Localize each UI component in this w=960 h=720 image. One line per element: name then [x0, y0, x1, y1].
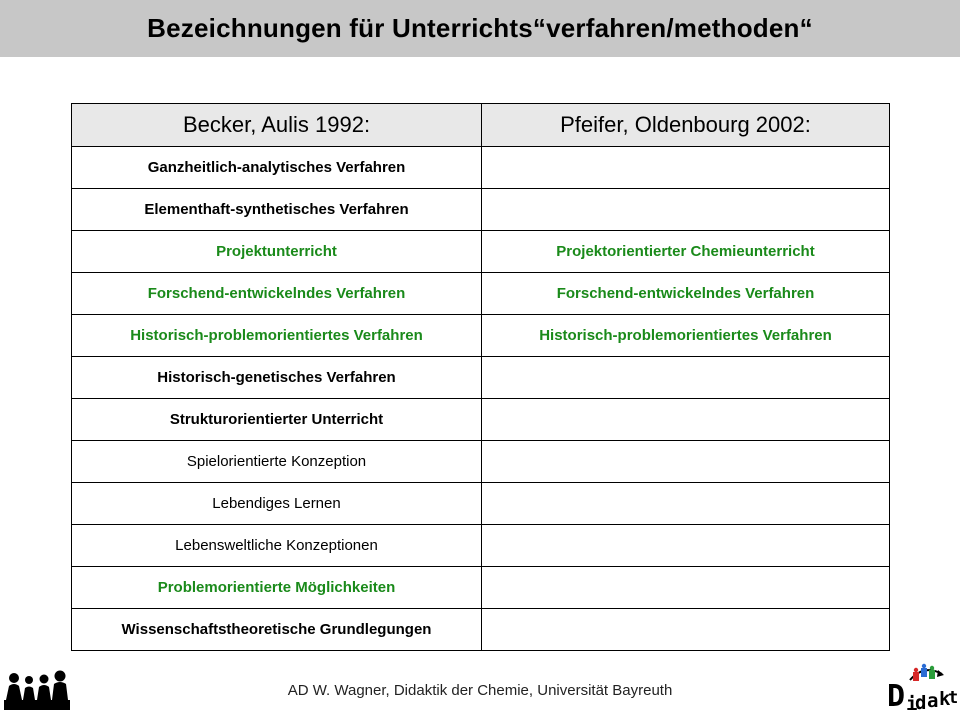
cell-pfeifer-oldenbourg: Historisch-problemorientiertes Verfahren [482, 315, 890, 357]
svg-text:d: d [915, 692, 927, 714]
cell-becker-aulis: Problemorientierte Möglichkeiten [72, 567, 482, 609]
footer-credit: AD W. Wagner, Didaktik der Chemie, Universität Bayreuth [287, 682, 673, 699]
cell-becker-aulis: Projektunterricht [72, 231, 482, 273]
cell-becker-aulis: Forschend-entwickelndes Verfahren [72, 273, 482, 315]
cell-becker-aulis: Ganzheitlich-analytisches Verfahren [72, 147, 482, 189]
methods-table [71, 103, 890, 651]
table-row [72, 441, 890, 483]
table-row [72, 147, 890, 189]
cell-pfeifer-oldenbourg: Forschend-entwickelndes Verfahren [482, 273, 890, 315]
header-becker-aulis: Becker, Aulis 1992: [72, 104, 482, 147]
cell-pfeifer-oldenbourg [482, 189, 890, 231]
cell-pfeifer-oldenbourg [482, 525, 890, 567]
table-row [72, 189, 890, 231]
svg-text:i: i [906, 693, 918, 715]
svg-text:k: k [939, 688, 951, 710]
cell-becker-aulis: Elementhaft-synthetisches Verfahren [72, 189, 482, 231]
cell-becker-aulis: Historisch-genetisches Verfahren [72, 357, 482, 399]
cell-pfeifer-oldenbourg [482, 357, 890, 399]
page-title: Bezeichnungen für Unterrichts“verfahren/methoden“ [147, 13, 813, 43]
cell-becker-aulis: Wissenschaftstheoretische Grundlegungen [72, 609, 482, 651]
table-row [72, 231, 890, 273]
cell-pfeifer-oldenbourg [482, 567, 890, 609]
title-bar [0, 0, 960, 57]
table-row [72, 273, 890, 315]
cell-pfeifer-oldenbourg [482, 609, 890, 651]
table-row [72, 567, 890, 609]
table-row [72, 357, 890, 399]
svg-text:a: a [927, 690, 939, 712]
table-row [72, 525, 890, 567]
cell-pfeifer-oldenbourg [482, 483, 890, 525]
cell-pfeifer-oldenbourg [482, 399, 890, 441]
cell-becker-aulis: Historisch-problemorientiertes Verfahren [72, 315, 482, 357]
header-pfeifer-oldenbourg: Pfeifer, Oldenbourg 2002: [482, 104, 890, 147]
cell-pfeifer-oldenbourg [482, 147, 890, 189]
cell-becker-aulis: Strukturorientierter Unterricht [72, 399, 482, 441]
table-row [72, 483, 890, 525]
svg-text:t: t [948, 688, 959, 708]
didaktik-logo [884, 658, 959, 715]
svg-text:D: D [887, 679, 906, 714]
table-row [72, 399, 890, 441]
table-row [72, 609, 890, 651]
table-body [72, 147, 890, 651]
cell-becker-aulis: Lebensweltliche Konzeptionen [72, 525, 482, 567]
table-row [72, 315, 890, 357]
cell-pfeifer-oldenbourg [482, 441, 890, 483]
cell-becker-aulis: Spielorientierte Konzeption [72, 441, 482, 483]
cell-pfeifer-oldenbourg: Projektorientierter Chemieunterricht [482, 231, 890, 273]
table-header-row [72, 104, 890, 147]
cell-becker-aulis: Lebendiges Lernen [72, 483, 482, 525]
